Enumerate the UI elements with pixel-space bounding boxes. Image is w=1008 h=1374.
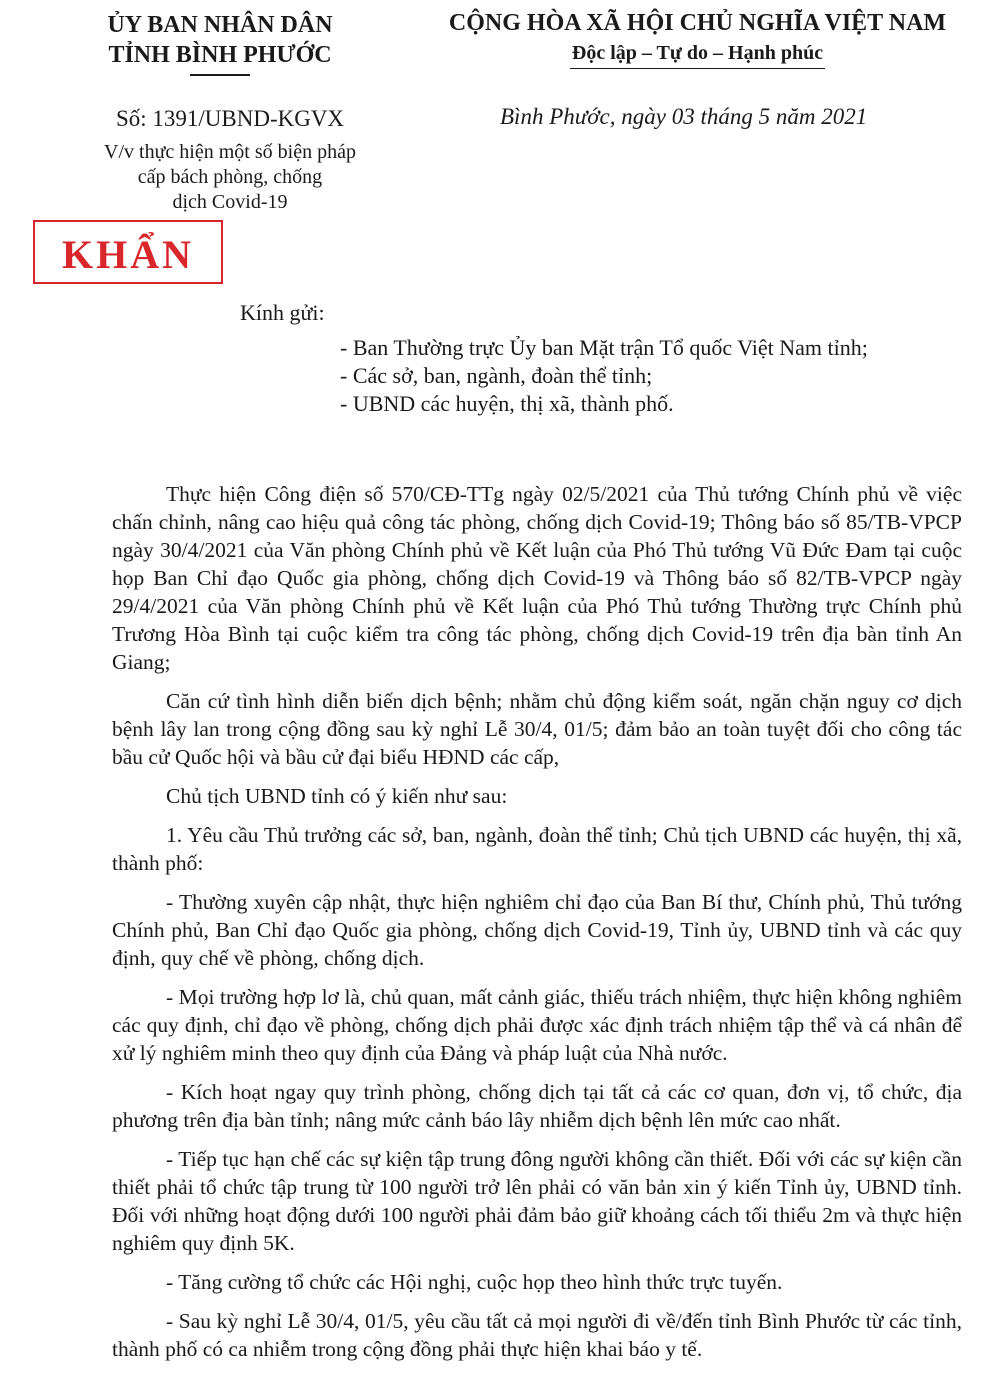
paragraph: - Tiếp tục hạn chế các sự kiện tập trung đông người không cần thiết. Đối với các sự kiện cần thiết phải tổ chức tập trung từ 100 người trở lên phải có văn bản xin ý kiến Tỉnh ủy, UBND tỉnh. Đối với những hoạt động dưới 100 người phải đảm bảo giữ khoảng cách tối thiểu 2m và thực hiện nghiêm quy định 5K. [112, 1147, 962, 1255]
subject-line-2: cấp bách phòng, chống [137, 166, 323, 188]
authority-underline [190, 74, 250, 76]
national-motto [420, 8, 975, 69]
authority-line-1: ỦY BAN NHÂN DÂN [107, 12, 333, 38]
country-name: CỘNG HÒA XÃ HỘI CHỦ NGHĨA VIỆT NAM [448, 10, 947, 36]
recipient-item: - Ban Thường trực Ủy ban Mặt trận Tổ quốc Việt Nam tỉnh; [340, 335, 868, 360]
recipient-item: - UBND các huyện, thị xã, thành phố. [340, 391, 674, 416]
paragraph: Chủ tịch UBND tỉnh có ý kiến như sau: [166, 784, 508, 808]
paragraph: - Mọi trường hợp lơ là, chủ quan, mất cảnh giác, thiếu trách nhiệm, thực hiện không nghiêm các quy định, chỉ đạo về phòng, chống dịch phải được xác định trách nhiệm tập thể và cá nhân để xử lý nghiêm minh theo quy định của Đảng và pháp luật của Nhà nước. [112, 985, 962, 1065]
greeting: Kính gửi: [240, 300, 325, 325]
subject-line-1: V/v thực hiện một số biện pháp [104, 141, 356, 163]
issuing-authority [70, 10, 370, 76]
document-subject [80, 140, 380, 215]
paragraph: Căn cứ tình hình diễn biến dịch bệnh; nhằm chủ động kiểm soát, ngăn chặn nguy cơ dịch bệnh lây lan trong cộng đồng sau kỳ nghỉ Lễ 30/4, 01/5; đảm bảo an toàn tuyệt đối cho công tác bầu cử Quốc hội và bầu cử đại biểu HĐND các cấp, [112, 689, 962, 769]
paragraph: 1. Yêu cầu Thủ trưởng các sở, ban, ngành, đoàn thể tỉnh; Chủ tịch UBND các huyện, thị xã, thành phố: [112, 823, 962, 875]
document-number: Số: 1391/UBND-KGVX [115, 106, 345, 131]
urgent-stamp: KHẨN [33, 220, 223, 284]
recipient-item: - Các sở, ban, ngành, đoàn thể tỉnh; [340, 363, 653, 388]
subject-line-3: dịch Covid-19 [172, 191, 288, 213]
paragraph: - Thường xuyên cập nhật, thực hiện nghiêm chỉ đạo của Ban Bí thư, Chính phủ, Thủ tướng Chính phủ, Ban Chỉ đạo Quốc gia phòng, chống dịch Covid-19, Tỉnh ủy, UBND tỉnh và các quy định, quy chế về phòng, chống dịch. [112, 890, 962, 970]
motto: Độc lập – Tự do – Hạnh phúc [570, 38, 825, 69]
recipient-list [340, 334, 868, 418]
authority-line-2: TỈNH BÌNH PHƯỚC [108, 42, 332, 68]
paragraph: - Tăng cường tổ chức các Hội nghị, cuộc họp theo hình thức trực tuyến. [166, 1270, 783, 1294]
paragraph: - Sau kỳ nghỉ Lễ 30/4, 01/5, yêu cầu tất cả mọi người đi về/đến tỉnh Bình Phước từ các tỉnh, thành phố có ca nhiễm trong cộng đồng phải thực hiện khai báo y tế. [112, 1309, 962, 1361]
paragraph: - Kích hoạt ngay quy trình phòng, chống dịch tại tất cả các cơ quan, đơn vị, tổ chức, địa phương trên địa bàn tỉnh; nâng mức cảnh báo lây nhiễm dịch bệnh lên mức cao nhất. [112, 1080, 962, 1132]
document-date: Bình Phước, ngày 03 tháng 5 năm 2021 [500, 104, 868, 129]
document-body [112, 480, 962, 1374]
paragraph: Thực hiện Công điện số 570/CĐ-TTg ngày 02/5/2021 của Thủ tướng Chính phủ về việc chấn chỉnh, nâng cao hiệu quả công tác phòng, chống dịch Covid-19; Thông báo số 85/TB-VPCP ngày 30/4/2021 của Văn phòng Chính phủ về Kết luận của Phó Thủ tướng Vũ Đức Đam tại cuộc họp Ban Chỉ đạo Quốc gia phòng, chống dịch Covid-19 và Thông báo số 82/TB-VPCP ngày 29/4/2021 của Văn phòng Chính phủ về Kết luận của Phó Thủ tướng Thường trực Chính phủ Trương Hòa Bình tại cuộc kiểm tra công tác phòng, chống dịch Covid-19 trên địa bàn tỉnh An Giang; [112, 482, 962, 674]
